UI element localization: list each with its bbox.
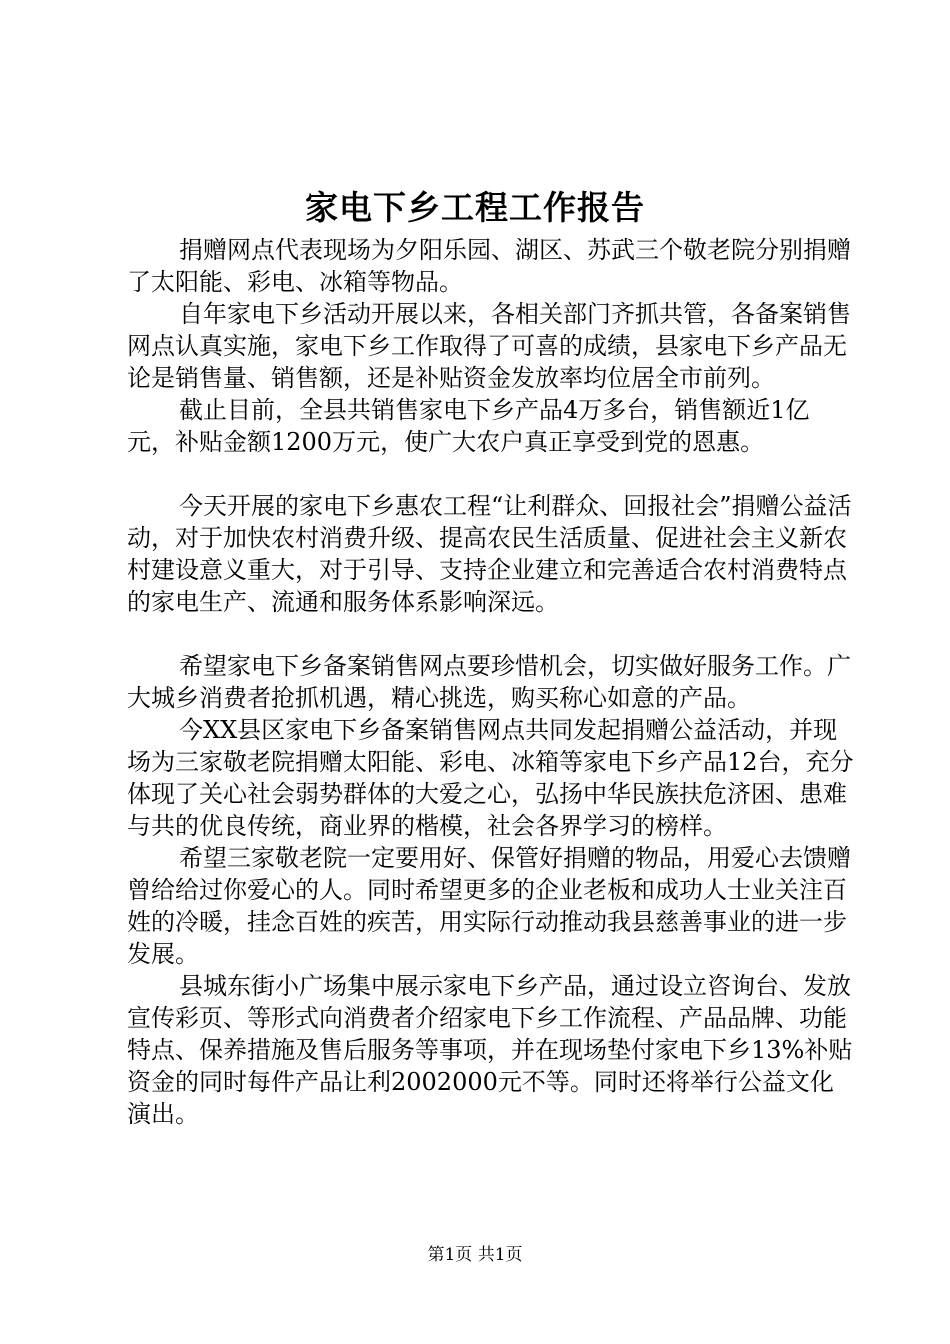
paragraph: 希望家电下乡备案销售网点要珍惜机会，切实做好服务工作。广大城乡消费者抢抓机遇，精心挑选，购买称心如意的产品。: [127, 652, 851, 712]
paragraph: 今天开展的家电下乡惠农工程“让利群众、回报社会”捐赠公益活动，对于加快农村消费升级、提高农民生活质量、促进社会主义新农村建设意义重大，对于引导、支持企业建立和完善适合农村消费特点的家电生产、流通和服务体系影响深远。: [127, 492, 852, 616]
document-body: [127, 234, 855, 1130]
paragraph: 捐赠网点代表现场为夕阳乐园、湖区、苏武三个敬老院分别捐赠了太阳能、彩电、冰箱等物品。: [127, 236, 851, 296]
document-title: 家电下乡工程工作报告: [305, 188, 645, 227]
paragraph: 县城东街小广场集中展示家电下乡产品，通过设立咨询台、发放宣传彩页、等形式向消费者介绍家电下乡工作流程、产品品牌、功能特点、保养措施及售后服务等事项，并在现场垫付家电下乡13%补贴资金的同时每件产品让利2002000元不等。同时还将举行公益文化演出。: [127, 972, 853, 1128]
page-number-footer: 第1页 共1页: [427, 1245, 523, 1265]
paragraph: 今XX县区家电下乡备案销售网点共同发起捐赠公益活动，并现场为三家敬老院捐赠太阳能、彩电、冰箱等家电下乡产品12台，充分体现了关心社会弱势群体的大爱之心，弘扬中华民族扶危济困、患难与共的优良传统，商业界的楷模，社会各界学习的榜样。: [127, 716, 854, 840]
paragraph: 截止目前，全县共销售家电下乡产品4万多台，销售额近1亿元，补贴金额1200万元，使广大农户真正享受到党的恩惠。: [127, 396, 810, 456]
paragraph: 希望三家敬老院一定要用好、保管好捐赠的物品，用爱心去馈赠曾给给过你爱心的人。同时希望更多的企业老板和成功人士业关注百姓的冷暖，挂念百姓的疾苦，用实际行动推动我县慈善事业的进一步发展。: [127, 844, 851, 968]
paragraph: 自年家电下乡活动开展以来，各相关部门齐抓共管，各备案销售网点认真实施，家电下乡工作取得了可喜的成绩，县家电下乡产品无论是销售量、销售额，还是补贴资金发放率均位居全市前列。: [127, 300, 851, 392]
